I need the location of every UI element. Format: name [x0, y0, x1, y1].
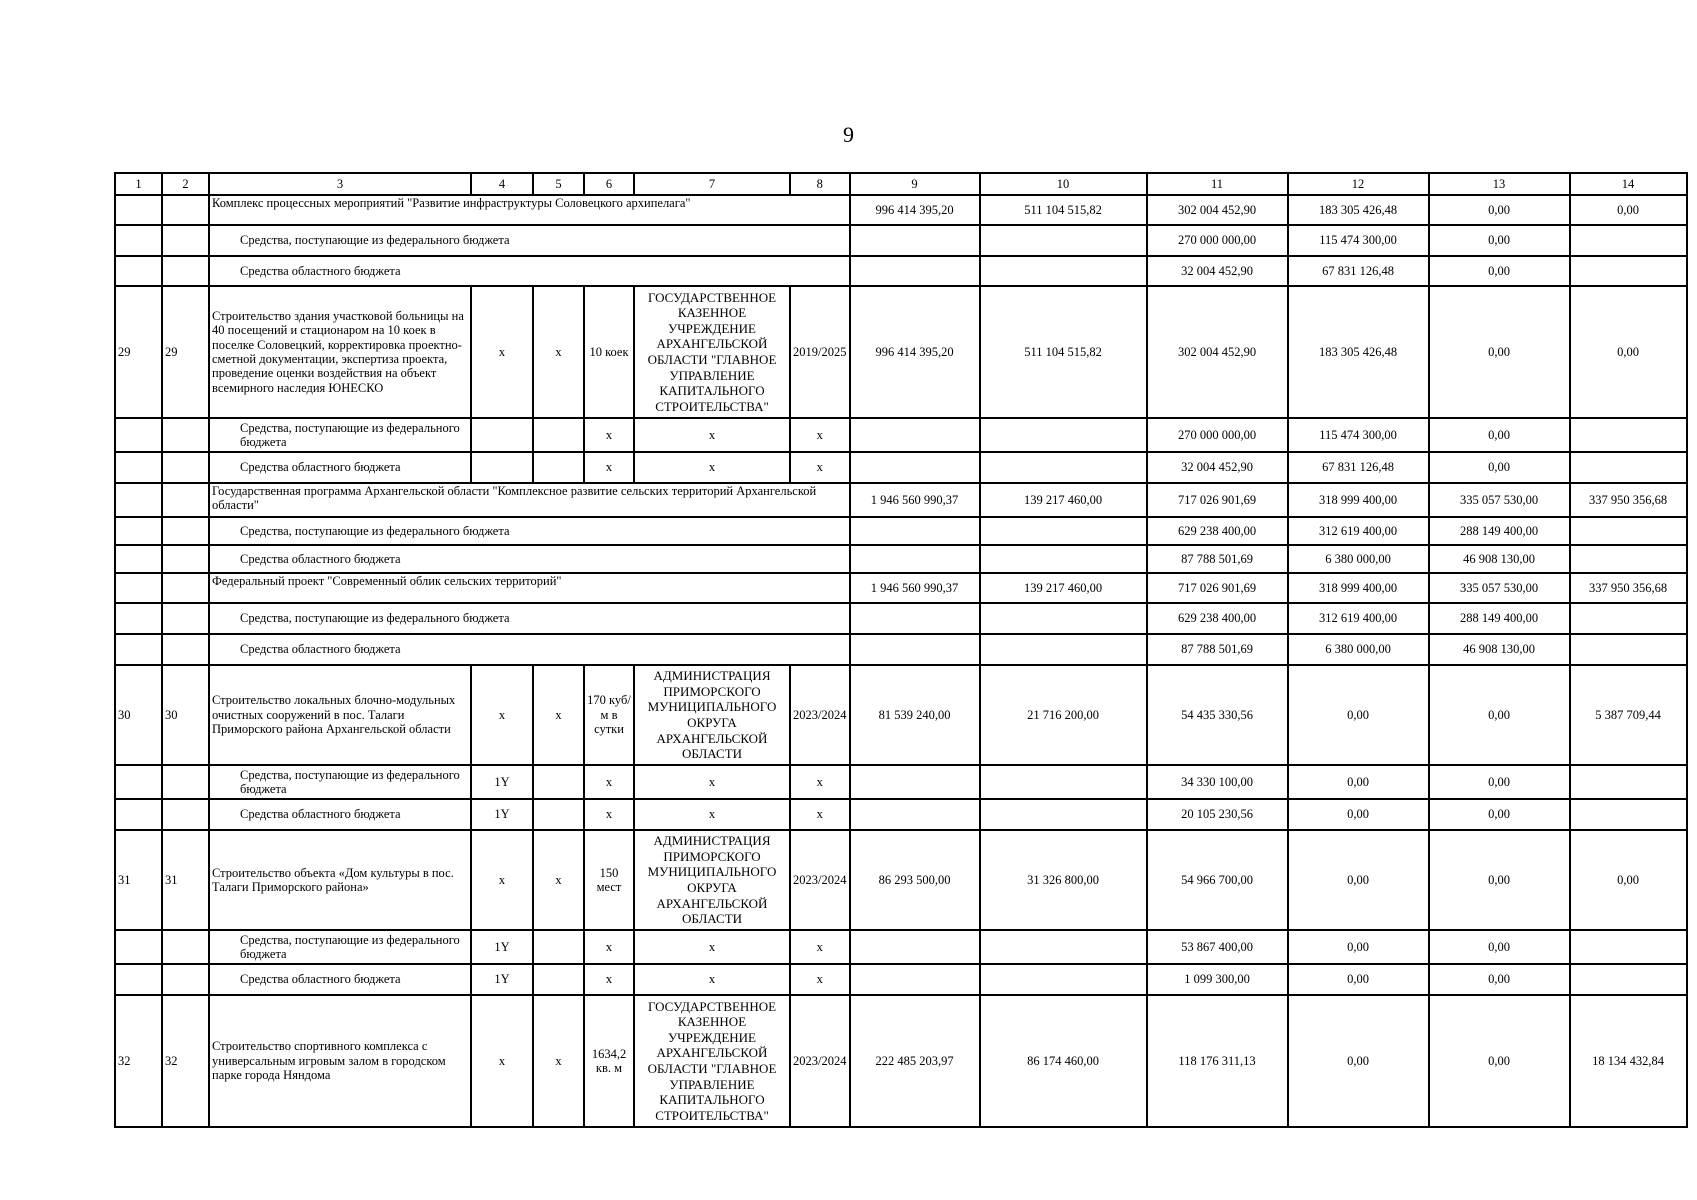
capacity-cell: x	[584, 765, 634, 799]
agency-cell: АДМИНИСТРАЦИЯ ПРИМОРСКОГО МУНИЦИПАЛЬНОГО ОКРУГА АРХАНГЕЛЬСКОЙ ОБЛАСТИ	[634, 665, 790, 765]
table-row	[115, 665, 1687, 765]
agency-cell: x	[634, 799, 790, 830]
amount-cell: 115 474 300,00	[1288, 418, 1429, 452]
number-cell	[162, 195, 209, 225]
amount-cell	[1570, 418, 1687, 452]
amount-cell: 0,00	[1288, 765, 1429, 799]
number-cell	[162, 765, 209, 799]
amount-cell: 0,00	[1429, 665, 1570, 765]
capacity-cell: x	[584, 930, 634, 964]
table-row	[115, 830, 1687, 930]
amount-cell	[1570, 603, 1687, 634]
amount-cell: 86 174 460,00	[980, 995, 1147, 1127]
agency-cell: x	[634, 452, 790, 483]
amount-cell	[980, 545, 1147, 573]
amount-cell: 996 414 395,20	[850, 195, 980, 225]
amount-cell: 0,00	[1429, 995, 1570, 1127]
table-row	[115, 603, 1687, 634]
header-cell: 14	[1570, 173, 1687, 195]
amount-cell: 0,00	[1288, 995, 1429, 1127]
amount-cell: 0,00	[1429, 799, 1570, 830]
amount-cell	[980, 634, 1147, 665]
description-cell: Строительство локальных блочно-модульных очистных сооружений в пос. Талаги Приморского района Архангельской области	[209, 665, 471, 765]
description-cell: Средства областного бюджета	[209, 799, 471, 830]
table-row	[115, 799, 1687, 830]
amount-cell	[1570, 452, 1687, 483]
agency-cell: ГОСУДАРСТВЕННОЕ КАЗЕННОЕ УЧРЕЖДЕНИЕ АРХАНГЕЛЬСКОЙ ОБЛАСТИ "ГЛАВНОЕ УПРАВЛЕНИЕ КАПИТАЛЬНОГО СТРОИТЕЛЬСТВА"	[634, 286, 790, 418]
amount-cell	[980, 225, 1147, 256]
table-row	[115, 765, 1687, 799]
number-cell	[115, 195, 162, 225]
number-cell	[162, 256, 209, 286]
capacity-cell: x	[584, 418, 634, 452]
code-cell	[471, 452, 533, 483]
description-cell: Средства, поступающие из федерального бюджета	[209, 930, 471, 964]
amount-cell: 1 946 560 990,37	[850, 483, 980, 517]
table-row	[115, 964, 1687, 995]
amount-cell	[1570, 930, 1687, 964]
amount-cell: 222 485 203,97	[850, 995, 980, 1127]
row-number-cell: 30	[162, 665, 209, 765]
amount-cell	[980, 452, 1147, 483]
period-cell: 2023/2024	[790, 830, 850, 930]
number-cell	[162, 634, 209, 665]
header-cell: 12	[1288, 173, 1429, 195]
amount-cell: 0,00	[1288, 964, 1429, 995]
amount-cell	[850, 634, 980, 665]
amount-cell: 302 004 452,90	[1147, 195, 1288, 225]
code-cell: x	[533, 830, 584, 930]
number-cell	[115, 964, 162, 995]
code-cell: x	[471, 286, 533, 418]
number-cell	[162, 964, 209, 995]
number-cell	[115, 225, 162, 256]
number-cell	[115, 256, 162, 286]
amount-cell: 87 788 501,69	[1147, 545, 1288, 573]
amount-cell: 0,00	[1429, 195, 1570, 225]
amount-cell: 270 000 000,00	[1147, 225, 1288, 256]
table-row	[115, 517, 1687, 545]
capacity-cell: 1634,2 кв. м	[584, 995, 634, 1127]
table-row	[115, 452, 1687, 483]
amount-cell: 81 539 240,00	[850, 665, 980, 765]
row-number-cell: 32	[115, 995, 162, 1127]
amount-cell: 318 999 400,00	[1288, 483, 1429, 517]
table-row	[115, 995, 1687, 1127]
description-cell: Федеральный проект "Современный облик сельских территорий"	[209, 573, 850, 603]
header-cell: 3	[209, 173, 471, 195]
number-cell	[115, 930, 162, 964]
amount-cell: 1 099 300,00	[1147, 964, 1288, 995]
number-cell	[115, 765, 162, 799]
amount-cell: 0,00	[1570, 830, 1687, 930]
number-cell	[162, 418, 209, 452]
number-cell	[162, 930, 209, 964]
code-cell	[533, 799, 584, 830]
capacity-cell: x	[584, 452, 634, 483]
number-cell	[115, 483, 162, 517]
amount-cell: 183 305 426,48	[1288, 286, 1429, 418]
amount-cell: 0,00	[1288, 665, 1429, 765]
amount-cell: 46 908 130,00	[1429, 634, 1570, 665]
amount-cell: 67 831 126,48	[1288, 256, 1429, 286]
number-cell	[115, 517, 162, 545]
amount-cell: 0,00	[1429, 830, 1570, 930]
table-body	[115, 173, 1687, 1127]
code-cell: 1Y	[471, 964, 533, 995]
code-cell: 1Y	[471, 765, 533, 799]
amount-cell	[850, 256, 980, 286]
code-cell: 1Y	[471, 930, 533, 964]
amount-cell: 139 217 460,00	[980, 483, 1147, 517]
amount-cell: 34 330 100,00	[1147, 765, 1288, 799]
description-cell: Средства областного бюджета	[209, 545, 850, 573]
description-cell: Государственная программа Архангельской области "Комплексное развитие сельских территорий Архангельской области"	[209, 483, 850, 517]
table-row	[115, 286, 1687, 418]
period-cell: x	[790, 418, 850, 452]
number-cell	[115, 573, 162, 603]
amount-cell: 511 104 515,82	[980, 195, 1147, 225]
code-cell: x	[533, 995, 584, 1127]
amount-cell: 0,00	[1429, 452, 1570, 483]
amount-cell: 54 966 700,00	[1147, 830, 1288, 930]
amount-cell: 53 867 400,00	[1147, 930, 1288, 964]
amount-cell: 115 474 300,00	[1288, 225, 1429, 256]
amount-cell: 0,00	[1570, 286, 1687, 418]
amount-cell: 717 026 901,69	[1147, 573, 1288, 603]
period-cell: x	[790, 799, 850, 830]
description-cell: Средства областного бюджета	[209, 964, 471, 995]
amount-cell: 318 999 400,00	[1288, 573, 1429, 603]
amount-cell: 312 619 400,00	[1288, 603, 1429, 634]
amount-cell: 0,00	[1429, 964, 1570, 995]
amount-cell: 629 238 400,00	[1147, 517, 1288, 545]
table-row	[115, 634, 1687, 665]
period-cell: 2023/2024	[790, 665, 850, 765]
header-cell: 9	[850, 173, 980, 195]
description-cell: Строительство объекта «Дом культуры в пос. Талаги Приморского района»	[209, 830, 471, 930]
description-cell: Средства, поступающие из федерального бюджета	[209, 418, 471, 452]
amount-cell: 20 105 230,56	[1147, 799, 1288, 830]
code-cell: x	[471, 830, 533, 930]
page-number: 9	[843, 122, 854, 147]
code-cell: x	[533, 665, 584, 765]
code-cell: 1Y	[471, 799, 533, 830]
period-cell: x	[790, 765, 850, 799]
amount-cell: 0,00	[1288, 930, 1429, 964]
header-cell: 11	[1147, 173, 1288, 195]
header-cell: 2	[162, 173, 209, 195]
period-cell: x	[790, 964, 850, 995]
amount-cell: 337 950 356,68	[1570, 573, 1687, 603]
agency-cell: x	[634, 765, 790, 799]
amount-cell: 0,00	[1429, 418, 1570, 452]
code-cell	[533, 765, 584, 799]
code-cell: x	[471, 995, 533, 1127]
number-cell	[162, 603, 209, 634]
capacity-cell: 170 куб/м в сутки	[584, 665, 634, 765]
row-number-cell: 31	[162, 830, 209, 930]
capacity-cell: x	[584, 799, 634, 830]
code-cell	[471, 418, 533, 452]
row-number-cell: 31	[115, 830, 162, 930]
amount-cell	[980, 930, 1147, 964]
code-cell: x	[533, 286, 584, 418]
description-cell: Средства, поступающие из федерального бюджета	[209, 603, 850, 634]
amount-cell	[850, 603, 980, 634]
code-cell: x	[471, 665, 533, 765]
amount-cell: 46 908 130,00	[1429, 545, 1570, 573]
amount-cell: 6 380 000,00	[1288, 545, 1429, 573]
amount-cell: 67 831 126,48	[1288, 452, 1429, 483]
description-cell: Средства областного бюджета	[209, 256, 850, 286]
header-row	[115, 173, 1687, 195]
amount-cell: 0,00	[1288, 830, 1429, 930]
amount-cell: 288 149 400,00	[1429, 517, 1570, 545]
amount-cell: 118 176 311,13	[1147, 995, 1288, 1127]
header-cell: 4	[471, 173, 533, 195]
number-cell	[162, 517, 209, 545]
amount-cell: 0,00	[1429, 930, 1570, 964]
period-cell: 2019/2025	[790, 286, 850, 418]
code-cell	[533, 452, 584, 483]
amount-cell: 335 057 530,00	[1429, 483, 1570, 517]
amount-cell: 32 004 452,90	[1147, 452, 1288, 483]
table-row	[115, 225, 1687, 256]
amount-cell	[980, 603, 1147, 634]
agency-cell: x	[634, 418, 790, 452]
amount-cell: 31 326 800,00	[980, 830, 1147, 930]
amount-cell	[980, 799, 1147, 830]
amount-cell: 32 004 452,90	[1147, 256, 1288, 286]
header-cell: 10	[980, 173, 1147, 195]
number-cell	[162, 452, 209, 483]
row-number-cell: 30	[115, 665, 162, 765]
amount-cell: 54 435 330,56	[1147, 665, 1288, 765]
description-cell: Средства областного бюджета	[209, 452, 471, 483]
description-cell: Строительство здания участковой больницы на 40 посещений и стационаром на 10 коек в поселке Соловецкий, корректировка проектно-сметной документации, экспертиза проекта, проведение оценки воздействия на объект всемирного наследия ЮНЕСКО	[209, 286, 471, 418]
amount-cell: 302 004 452,90	[1147, 286, 1288, 418]
amount-cell	[850, 964, 980, 995]
table-row	[115, 256, 1687, 286]
amount-cell: 717 026 901,69	[1147, 483, 1288, 517]
amount-cell	[1570, 256, 1687, 286]
code-cell	[533, 418, 584, 452]
amount-cell: 0,00	[1429, 256, 1570, 286]
table-row	[115, 545, 1687, 573]
agency-cell: x	[634, 930, 790, 964]
description-cell: Средства областного бюджета	[209, 634, 850, 665]
amount-cell: 6 380 000,00	[1288, 634, 1429, 665]
amount-cell: 87 788 501,69	[1147, 634, 1288, 665]
number-cell	[115, 545, 162, 573]
amount-cell: 0,00	[1570, 195, 1687, 225]
amount-cell	[1570, 517, 1687, 545]
amount-cell: 335 057 530,00	[1429, 573, 1570, 603]
agency-cell: x	[634, 964, 790, 995]
amount-cell: 86 293 500,00	[850, 830, 980, 930]
amount-cell: 629 238 400,00	[1147, 603, 1288, 634]
amount-cell: 1 946 560 990,37	[850, 573, 980, 603]
budget-table	[114, 172, 1688, 1128]
amount-cell	[1570, 225, 1687, 256]
amount-cell	[850, 225, 980, 256]
row-number-cell: 32	[162, 995, 209, 1127]
header-cell: 1	[115, 173, 162, 195]
amount-cell: 0,00	[1429, 286, 1570, 418]
amount-cell	[1570, 765, 1687, 799]
amount-cell	[980, 517, 1147, 545]
agency-cell: ГОСУДАРСТВЕННОЕ КАЗЕННОЕ УЧРЕЖДЕНИЕ АРХАНГЕЛЬСКОЙ ОБЛАСТИ "ГЛАВНОЕ УПРАВЛЕНИЕ КАПИТАЛЬНОГО СТРОИТЕЛЬСТВА"	[634, 995, 790, 1127]
number-cell	[162, 483, 209, 517]
header-cell: 6	[584, 173, 634, 195]
amount-cell: 5 387 709,44	[1570, 665, 1687, 765]
amount-cell	[850, 799, 980, 830]
amount-cell	[1570, 964, 1687, 995]
table-row	[115, 195, 1687, 225]
number-cell	[162, 799, 209, 830]
amount-cell	[850, 517, 980, 545]
period-cell: x	[790, 452, 850, 483]
capacity-cell: x	[584, 964, 634, 995]
amount-cell	[980, 256, 1147, 286]
table-row	[115, 483, 1687, 517]
amount-cell: 0,00	[1288, 799, 1429, 830]
period-cell: 2023/2024	[790, 995, 850, 1127]
amount-cell: 312 619 400,00	[1288, 517, 1429, 545]
amount-cell	[850, 765, 980, 799]
number-cell	[115, 799, 162, 830]
table-row	[115, 418, 1687, 452]
capacity-cell: 150 мест	[584, 830, 634, 930]
amount-cell	[980, 765, 1147, 799]
amount-cell: 139 217 460,00	[980, 573, 1147, 603]
header-cell: 7	[634, 173, 790, 195]
description-cell: Средства, поступающие из федерального бюджета	[209, 225, 850, 256]
amount-cell	[980, 964, 1147, 995]
amount-cell: 270 000 000,00	[1147, 418, 1288, 452]
header-cell: 13	[1429, 173, 1570, 195]
number-cell	[162, 573, 209, 603]
row-number-cell: 29	[115, 286, 162, 418]
row-number-cell: 29	[162, 286, 209, 418]
number-cell	[115, 418, 162, 452]
header-cell: 8	[790, 173, 850, 195]
capacity-cell: 10 коек	[584, 286, 634, 418]
code-cell	[533, 964, 584, 995]
amount-cell	[850, 930, 980, 964]
description-cell: Средства, поступающие из федерального бюджета	[209, 517, 850, 545]
description-cell: Строительство спортивного комплекса с универсальным игровым залом в городском парке города Няндома	[209, 995, 471, 1127]
amount-cell: 0,00	[1429, 765, 1570, 799]
code-cell	[533, 930, 584, 964]
amount-cell: 183 305 426,48	[1288, 195, 1429, 225]
description-cell: Средства, поступающие из федерального бюджета	[209, 765, 471, 799]
amount-cell: 0,00	[1429, 225, 1570, 256]
agency-cell: АДМИНИСТРАЦИЯ ПРИМОРСКОГО МУНИЦИПАЛЬНОГО ОКРУГА АРХАНГЕЛЬСКОЙ ОБЛАСТИ	[634, 830, 790, 930]
amount-cell	[1570, 799, 1687, 830]
amount-cell: 21 716 200,00	[980, 665, 1147, 765]
amount-cell: 996 414 395,20	[850, 286, 980, 418]
table-row	[115, 930, 1687, 964]
number-cell	[162, 225, 209, 256]
header-cell: 5	[533, 173, 584, 195]
table-row	[115, 573, 1687, 603]
number-cell	[115, 452, 162, 483]
number-cell	[115, 603, 162, 634]
amount-cell	[1570, 545, 1687, 573]
amount-cell: 288 149 400,00	[1429, 603, 1570, 634]
amount-cell: 511 104 515,82	[980, 286, 1147, 418]
period-cell: x	[790, 930, 850, 964]
amount-cell	[1570, 634, 1687, 665]
amount-cell	[850, 418, 980, 452]
number-cell	[115, 634, 162, 665]
description-cell: Комплекс процессных мероприятий "Развитие инфраструктуры Соловецкого архипелага"	[209, 195, 850, 225]
amount-cell	[850, 452, 980, 483]
amount-cell	[980, 418, 1147, 452]
amount-cell: 337 950 356,68	[1570, 483, 1687, 517]
amount-cell	[850, 545, 980, 573]
amount-cell: 18 134 432,84	[1570, 995, 1687, 1127]
number-cell	[162, 545, 209, 573]
